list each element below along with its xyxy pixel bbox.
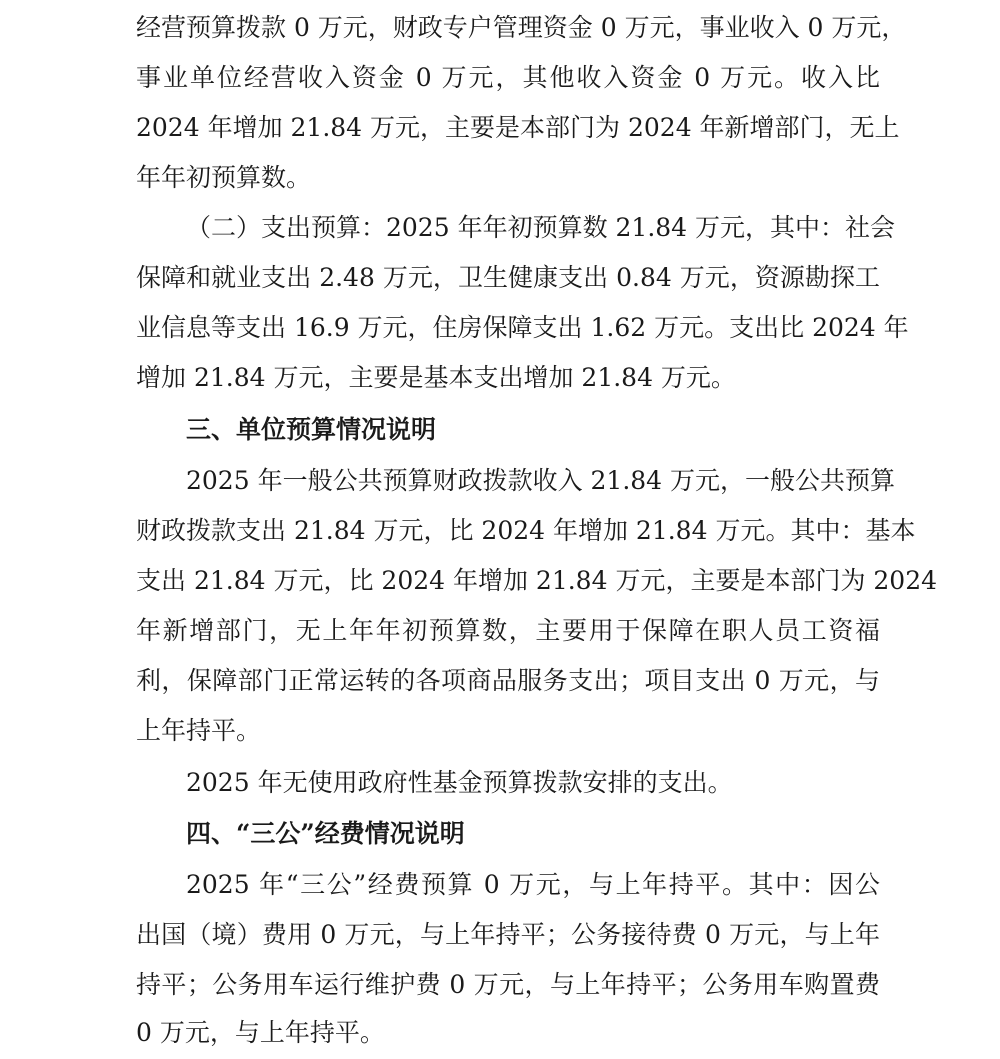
paragraph-line: 2025 年一般公共预算财政拨款收入 21.84 万元，一般公共预算 bbox=[186, 466, 896, 495]
paragraph-line: 持平；公务用车运行维护费 0 万元，与上年持平；公务用车购置费 bbox=[136, 970, 880, 999]
paragraph-line: 上年持平。 bbox=[136, 716, 262, 745]
paragraph-line: 2024 年增加 21.84 万元，主要是本部门为 2024 年新增部门，无上 bbox=[136, 113, 900, 142]
paragraph-line: 支出 21.84 万元，比 2024 年增加 21.84 万元，主要是本部门为 2024 bbox=[136, 566, 938, 595]
section-heading: 三、单位预算情况说明 bbox=[186, 415, 437, 444]
paragraph-line: 年新增部门，无上年年初预算数，主要用于保障在职人员工资福 bbox=[136, 616, 880, 645]
paragraph-line: 财政拨款支出 21.84 万元，比 2024 年增加 21.84 万元。其中：基本 bbox=[136, 516, 916, 545]
paragraph-line: 2025 年无使用政府性基金预算拨款安排的支出。 bbox=[186, 768, 733, 797]
paragraph-line: 年年初预算数。 bbox=[136, 163, 312, 192]
paragraph-line: 事业单位经营收入资金 0 万元，其他收入资金 0 万元。收入比 bbox=[136, 63, 880, 92]
paragraph-line: 利，保障部门正常运转的各项商品服务支出；项目支出 0 万元，与 bbox=[136, 666, 880, 695]
paragraph-line: （二）支出预算：2025 年年初预算数 21.84 万元，其中：社会 bbox=[186, 213, 896, 242]
paragraph-line: 经营预算拨款 0 万元，财政专户管理资金 0 万元，事业收入 0 万元， bbox=[136, 13, 907, 42]
paragraph-line: 出国（境）费用 0 万元，与上年持平；公务接待费 0 万元，与上年 bbox=[136, 920, 880, 949]
paragraph-line: 0 万元，与上年持平。 bbox=[136, 1018, 385, 1047]
paragraph-line: 保障和就业支出 2.48 万元，卫生健康支出 0.84 万元，资源勘探工 bbox=[136, 263, 880, 292]
section-heading: 四、“三公”经费情况说明 bbox=[186, 819, 465, 848]
paragraph-line: 增加 21.84 万元，主要是基本支出增加 21.84 万元。 bbox=[136, 363, 736, 392]
paragraph-line: 2025 年“三公”经费预算 0 万元，与上年持平。其中：因公 bbox=[186, 870, 880, 899]
paragraph-line: 业信息等支出 16.9 万元，住房保障支出 1.62 万元。支出比 2024 年 bbox=[136, 313, 909, 342]
